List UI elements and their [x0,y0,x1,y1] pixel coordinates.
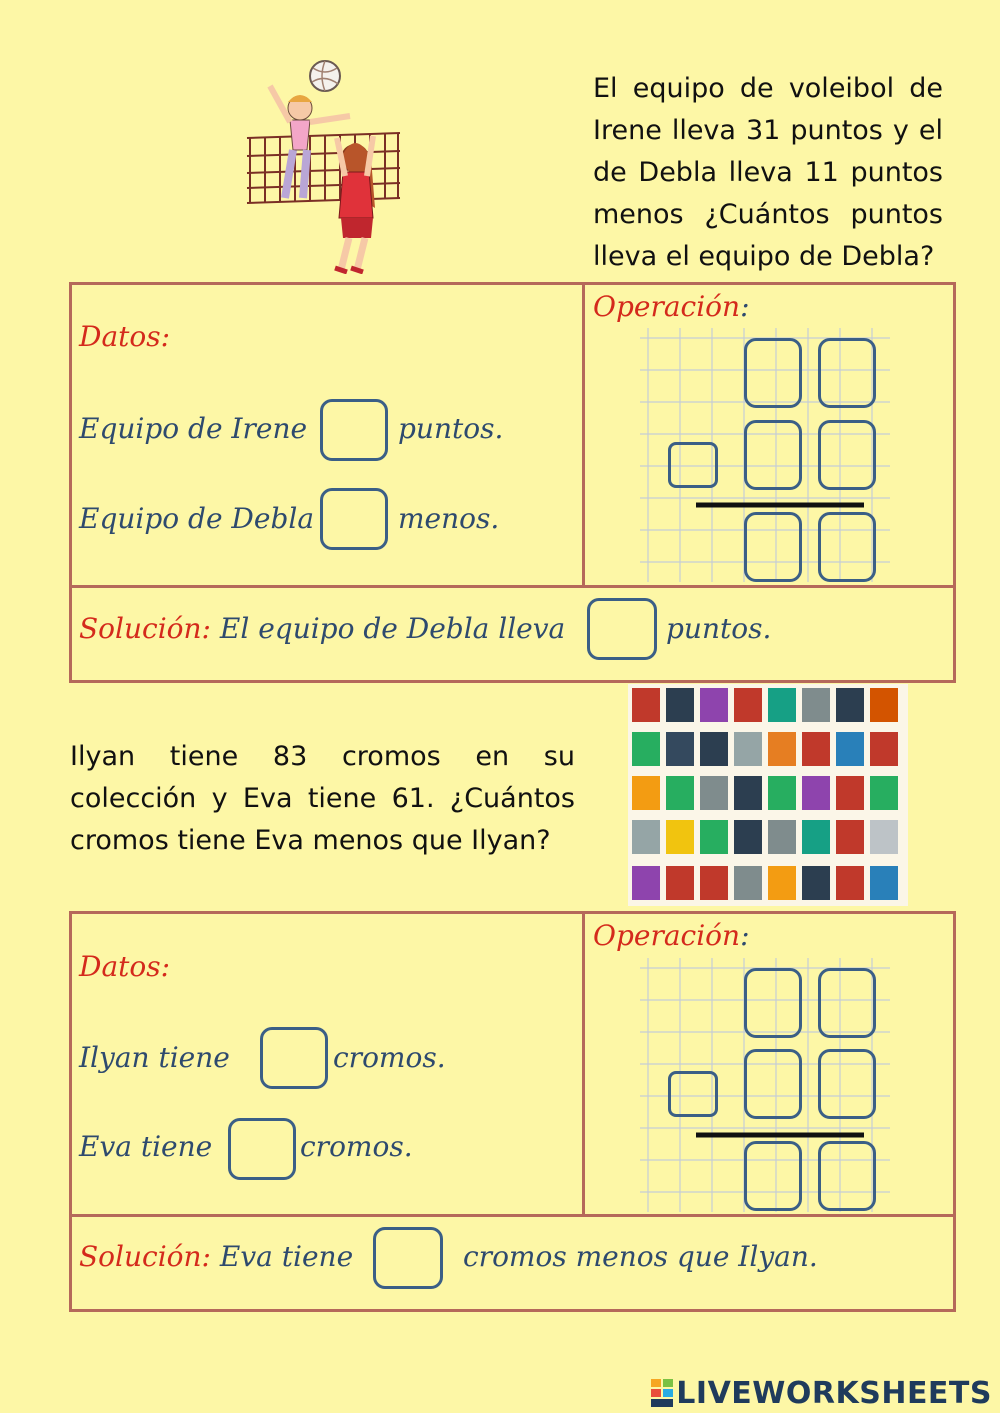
problem1-op-result-units-input[interactable] [818,512,876,582]
problem1-solution-input[interactable] [587,598,657,660]
problem1-line1-left: Equipo de Irene [79,412,308,445]
problem1-op-result-tens-input[interactable] [744,512,802,582]
problem2-text: Ilyan tiene 83 cromos en su colección y Eva tiene 61. ¿Cuántos cromos tiene Eva menos que Ilyan? [70,741,575,856]
problem2-op-result-tens-input[interactable] [744,1141,802,1211]
problem1-debla-less-input[interactable] [320,488,388,550]
problem1-text: El equipo de voleibol de Irene lleva 31 puntos y el de Debla lleva 11 puntos menos ¿Cuántos puntos lleva el equipo de Debla? [593,73,943,272]
problem1-op-mid-tens-input[interactable] [744,420,802,490]
volleyball-illustration [245,58,405,274]
problem2-eva-cromos-input[interactable] [228,1118,296,1180]
problem2-operacion-colon: : [740,919,750,952]
problem2-operacion-heading [593,919,750,952]
problem1-line2-left: Equipo de Debla [79,502,315,535]
problem2-solution-divider [69,1214,956,1217]
problem2-operacion-label: Operación [593,919,741,952]
problem2-op-result-units-input[interactable] [818,1141,876,1211]
problem2-op-mid-tens-input[interactable] [744,1049,802,1119]
problem1-solucion-left: El equipo de Debla lleva [219,612,566,645]
problem2-solucion-label: Solución: [79,1240,211,1273]
problem1-operacion-label: Operación [593,290,741,323]
problem1-solucion-label: Solución: [79,612,211,645]
problem1-datos-label: Datos: [79,320,171,353]
problem1-op-top-units-input[interactable] [818,338,876,408]
problem2-line2-left: Eva tiene [79,1130,213,1163]
problem2-op-top-tens-input[interactable] [744,968,802,1038]
problem1-operacion-heading [593,290,750,323]
trading-cards-image [628,684,908,906]
liveworksheets-logo-icon [651,1379,673,1407]
problem1-solucion-right: puntos. [666,612,772,645]
problem1-op-sign-input[interactable] [668,442,718,488]
problem1-op-mid-units-input[interactable] [818,420,876,490]
problem2-op-top-units-input[interactable] [818,968,876,1038]
problem2-op-mid-units-input[interactable] [818,1049,876,1119]
problem2-line2-right: cromos. [300,1130,413,1163]
problem1-divider [582,282,585,587]
problem2-solucion-left: Eva tiene [219,1240,354,1273]
problem1-line2-right: menos. [398,502,500,535]
problem1-op-top-tens-input[interactable] [744,338,802,408]
problem1-irene-points-input[interactable] [320,399,388,461]
problem2-solution-input[interactable] [373,1227,443,1289]
problem2-divider [582,911,585,1216]
problem2-solucion-right: cromos menos que Ilyan. [463,1240,818,1273]
problem2-line1-left: Ilyan tiene [79,1041,230,1074]
problem2-line1-right: cromos. [333,1041,446,1074]
problem1-solution-divider [69,585,956,588]
problem2-solution-line [79,1240,353,1273]
problem1-line1-right: puntos. [398,412,504,445]
liveworksheets-brand [651,1376,992,1411]
problem1-operacion-colon: : [740,290,750,323]
brand-text: LIVEWORKSHEETS [676,1376,992,1411]
problem2-ilyan-cromos-input[interactable] [260,1027,328,1089]
problem1-solution-line [79,612,565,645]
problem2-op-sign-input[interactable] [668,1071,718,1117]
problem2-datos-label: Datos: [79,950,171,983]
